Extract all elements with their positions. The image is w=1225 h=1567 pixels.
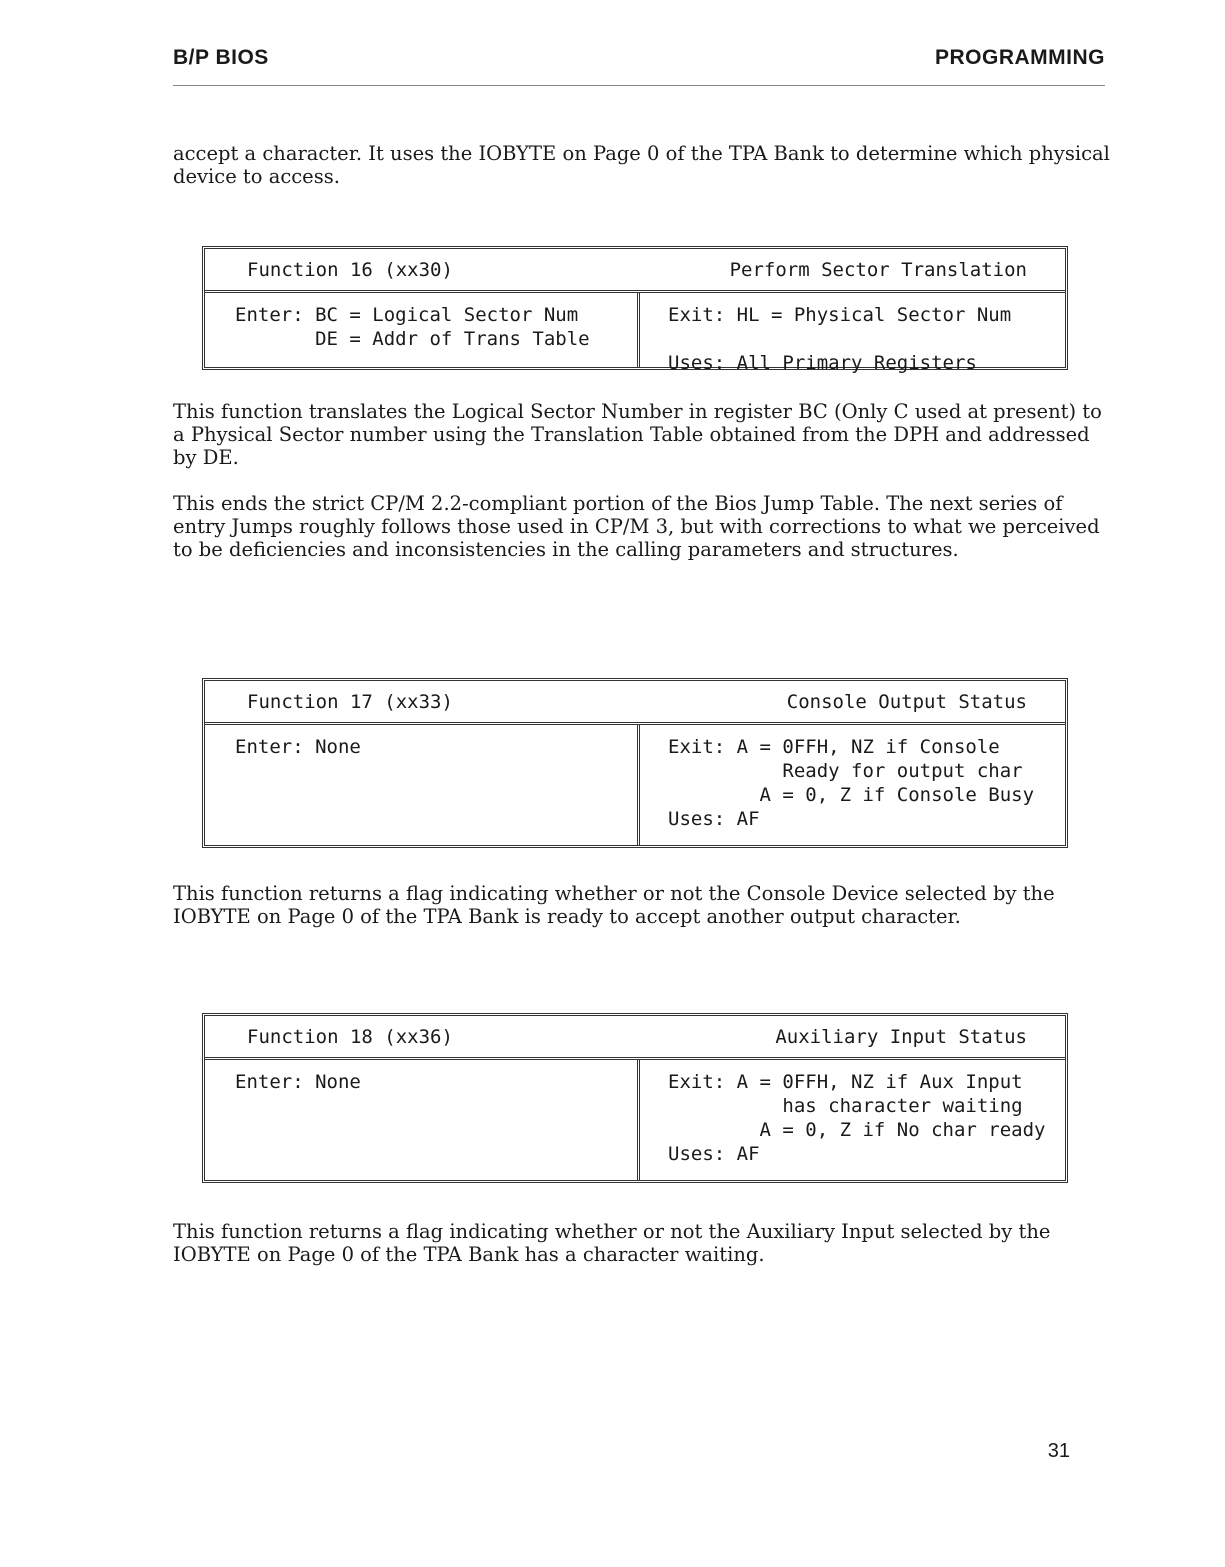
function-number: Function 18 (xx36) [247, 1026, 453, 1048]
function-title: Perform Sector Translation [729, 259, 1027, 281]
exit-params: Exit: A = 0FFH, NZ if Aux Input has character waiting A = 0, Z if No char ready Uses: AF [668, 1071, 1046, 1165]
function-box-header [205, 1016, 1065, 1060]
function-17-box [202, 678, 1068, 848]
exit-params: Exit: HL = Physical Sector Num Uses: All Primary Registers [668, 304, 1012, 374]
function-box-header [205, 681, 1065, 725]
function-box-header [205, 249, 1065, 293]
page-number: 31 [1047, 1440, 1070, 1462]
function-box-body [205, 1060, 1065, 1180]
function-title: Auxiliary Input Status [775, 1026, 1027, 1048]
intro-paragraph: accept a character. It uses the IOBYTE on Page 0 of the TPA Bank to determine which physical device to access. [173, 142, 1110, 188]
enter-params: Enter: None [205, 725, 640, 845]
body-paragraph: This function returns a flag indicating whether or not the Console Device selected by the IOBYTE on Page 0 of the TPA Bank is ready to accept another output character. [173, 882, 1055, 928]
function-number: Function 16 (xx30) [247, 259, 453, 281]
function-16-box [202, 246, 1068, 374]
function-box-body [205, 293, 1065, 374]
function-box-body [205, 725, 1065, 845]
function-18-box [202, 1013, 1068, 1183]
body-paragraph: This ends the strict CP/M 2.2-compliant portion of the Bios Jump Table. The next series of entry Jumps roughly follows those used in CP/M 3, but with corrections to what we perceived to be deficiencies and inconsistencies in the calling parameters and structures. [173, 492, 1100, 561]
running-header-right: PROGRAMMING [935, 46, 1105, 69]
body-paragraph: This function returns a flag indicating whether or not the Auxiliary Input selected by the IOBYTE on Page 0 of the TPA Bank has a character waiting. [173, 1220, 1051, 1266]
function-number: Function 17 (xx33) [247, 691, 453, 713]
header-rule [173, 85, 1105, 86]
enter-params: Enter: None [205, 1060, 640, 1180]
exit-params: Exit: A = 0FFH, NZ if Console Ready for output char A = 0, Z if Console Busy Uses: AF [668, 736, 1035, 830]
enter-params: Enter: BC = Logical Sector Num DE = Addr of Trans Table [205, 293, 640, 367]
body-paragraph: This function translates the Logical Sector Number in register BC (Only C used at present) to a Physical Sector number using the Translation Table obtained from the DPH and addressed by DE. [173, 400, 1102, 469]
function-title: Console Output Status [786, 691, 1027, 713]
running-header-left: B/P BIOS [173, 46, 269, 69]
